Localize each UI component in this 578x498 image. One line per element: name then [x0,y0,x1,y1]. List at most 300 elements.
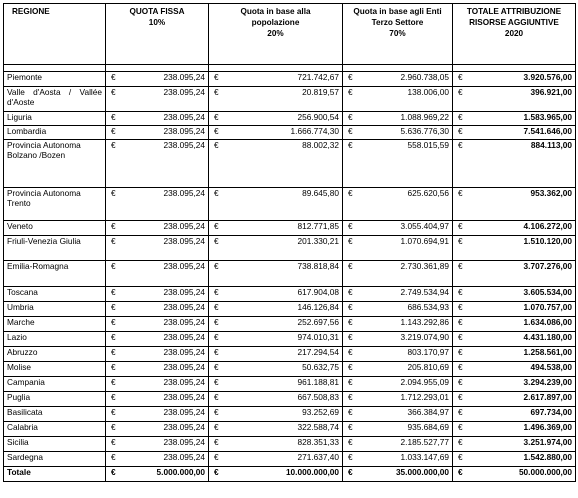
total-quota-ets-cell [343,467,453,482]
quota-fissa-cell-value: 238.095,24 [163,126,205,136]
totale-cell [453,362,576,377]
currency-symbol: € [214,126,219,136]
currency-symbol: € [111,422,116,432]
currency-symbol: € [111,72,116,82]
currency-symbol: € [348,188,353,198]
totale-cell [453,302,576,317]
totale-cell-value: 884.113,00 [530,140,572,150]
currency-symbol: € [348,126,353,136]
quota-ets-cell [343,221,453,236]
currency-symbol: € [458,452,463,462]
table-row [4,332,576,347]
region-name: Emilia-Romagna [4,261,106,287]
totale-cell-value: 1.583.965,00 [523,112,572,122]
currency-symbol: € [111,112,116,122]
totale-cell [453,317,576,332]
header-totale-year: 2020 [504,29,524,38]
currency-symbol: € [458,140,463,150]
currency-symbol: € [348,422,353,432]
quota-fissa-cell [106,236,209,261]
header-quota-fissa-label: QUOTA FISSA [129,7,185,16]
header-totale [453,4,576,65]
currency-symbol: € [214,87,219,97]
quota-popolazione-cell [209,188,343,221]
quota-popolazione-cell-value: 256.900,54 [297,112,339,122]
region-name: Veneto [4,221,106,236]
totale-cell [453,72,576,87]
quota-ets-cell-value: 2.960.738,05 [400,72,449,82]
table-row [4,362,576,377]
currency-symbol: € [458,332,463,342]
header-quota-popolazione [209,4,343,65]
region-name: Campania [4,377,106,392]
quota-popolazione-cell [209,437,343,452]
currency-symbol: € [214,332,219,342]
currency-symbol: € [458,392,463,402]
total-row [4,467,576,482]
quota-popolazione-cell-value: 617.904,08 [297,287,339,297]
quota-ets-cell-value: 138.006,00 [407,87,449,97]
quota-ets-cell [343,437,453,452]
quota-ets-cell [343,347,453,362]
quota-ets-cell [343,261,453,287]
table-row [4,377,576,392]
quota-popolazione-cell-value: 50.632,75 [302,362,339,372]
quota-popolazione-cell [209,347,343,362]
table-row [4,72,576,87]
currency-symbol: € [214,188,219,198]
total-totale-cell [453,467,576,482]
quota-fissa-cell [106,332,209,347]
quota-popolazione-cell [209,407,343,422]
currency-symbol: € [458,261,463,271]
quota-popolazione-cell [209,452,343,467]
currency-symbol: € [458,287,463,297]
currency-symbol: € [458,377,463,387]
quota-fissa-cell [106,112,209,126]
totale-cell-value: 4.431.180,00 [523,332,572,342]
quota-fissa-cell-value: 238.095,24 [163,188,205,198]
quota-popolazione-cell [209,392,343,407]
total-quota-popolazione-cell-value: 10.000.000,00 [285,467,339,477]
totale-cell-value: 396.921,00 [530,87,572,97]
quota-popolazione-cell-value: 812.771,85 [297,221,339,231]
currency-symbol: € [111,126,116,136]
quota-fissa-cell [106,87,209,112]
region-name: Provincia Autonoma Bolzano /Bozen [4,140,106,188]
quota-popolazione-cell-value: 738.818,84 [297,261,339,271]
currency-symbol: € [458,302,463,312]
quota-popolazione-cell [209,87,343,112]
totale-cell-value: 494.538,00 [530,362,572,372]
quota-popolazione-cell [209,302,343,317]
quota-ets-cell-value: 205.810,69 [407,362,449,372]
currency-symbol: € [214,317,219,327]
currency-symbol: € [348,302,353,312]
quota-fissa-cell [106,317,209,332]
quota-fissa-cell-value: 238.095,24 [163,452,205,462]
quota-popolazione-cell [209,377,343,392]
quota-ets-cell-value: 3.219.074,90 [400,332,449,342]
quota-fissa-cell [106,362,209,377]
table-row [4,188,576,221]
total-quota-ets-cell-value: 35.000.000,00 [395,467,449,477]
currency-symbol: € [458,317,463,327]
currency-symbol: € [111,332,116,342]
quota-popolazione-cell-value: 961.188,81 [297,377,339,387]
currency-symbol: € [348,112,353,122]
header-quota-popolazione-pct: 20% [267,29,284,38]
quota-ets-cell-value: 2.185.527,77 [400,437,449,447]
region-name: Sardegna [4,452,106,467]
totale-cell-value: 1.510.120,00 [523,236,572,246]
header-quota-popolazione-label: Quota in base alla popolazione [240,7,311,27]
totale-cell-value: 1.634.086,00 [523,317,572,327]
table-row [4,437,576,452]
quota-fissa-cell [106,221,209,236]
currency-symbol: € [348,261,353,271]
quota-fissa-cell-value: 238.095,24 [163,87,205,97]
currency-symbol: € [214,287,219,297]
totale-cell-value: 7.541.646,00 [523,126,572,136]
currency-symbol: € [111,236,116,246]
quota-popolazione-cell-value: 974.010,31 [297,332,339,342]
currency-symbol: € [111,302,116,312]
totale-cell [453,392,576,407]
header-quota-ets-pct: 70% [389,29,406,38]
totale-cell-value: 1.542.880,00 [523,452,572,462]
totale-cell [453,261,576,287]
totale-cell-value: 3.294.239,00 [523,377,572,387]
quota-popolazione-cell [209,317,343,332]
total-quota-fissa-cell-value: 5.000.000,00 [156,467,205,477]
quota-fissa-cell-value: 238.095,24 [163,437,205,447]
quota-popolazione-cell [209,362,343,377]
quota-fissa-cell [106,392,209,407]
currency-symbol: € [348,236,353,246]
quota-ets-cell-value: 3.055.404,97 [400,221,449,231]
currency-symbol: € [348,392,353,402]
currency-symbol: € [214,236,219,246]
totale-cell [453,377,576,392]
table-row [4,407,576,422]
totale-cell [453,452,576,467]
totale-cell [453,347,576,362]
quota-fissa-cell-value: 238.095,24 [163,362,205,372]
quota-fissa-cell [106,407,209,422]
table-row [4,126,576,140]
totale-cell [453,236,576,261]
currency-symbol: € [458,347,463,357]
quota-popolazione-cell-value: 146.126,84 [297,302,339,312]
totale-cell-value: 4.106.272,00 [523,221,572,231]
quota-fissa-cell [106,422,209,437]
currency-symbol: € [111,347,116,357]
quota-popolazione-cell [209,140,343,188]
table-row [4,392,576,407]
quota-fissa-cell [106,452,209,467]
currency-symbol: € [111,362,116,372]
table-row [4,452,576,467]
quota-fissa-cell-value: 238.095,24 [163,261,205,271]
quota-ets-cell [343,87,453,112]
currency-symbol: € [111,261,116,271]
currency-symbol: € [348,452,353,462]
table-header-row [4,4,576,65]
quota-popolazione-cell [209,422,343,437]
currency-symbol: € [111,467,116,477]
totale-cell [453,287,576,302]
currency-symbol: € [214,362,219,372]
quota-fissa-cell [106,126,209,140]
total-quota-popolazione-cell [209,467,343,482]
region-name: Valle d'Aosta / Vallée d'Aoste [4,87,106,112]
currency-symbol: € [214,261,219,271]
totale-cell-value: 1.070.757,00 [523,302,572,312]
quota-fissa-cell-value: 238.095,24 [163,236,205,246]
currency-symbol: € [458,126,463,136]
table-row [4,261,576,287]
currency-symbol: € [111,87,116,97]
quota-popolazione-cell [209,126,343,140]
region-name: Puglia [4,392,106,407]
header-quota-fissa-pct: 10% [148,18,166,27]
total-quota-fissa-cell [106,467,209,482]
quota-fissa-cell [106,140,209,188]
quota-popolazione-cell-value: 93.252,69 [302,407,339,417]
totale-cell [453,87,576,112]
quota-fissa-cell-value: 238.095,24 [163,221,205,231]
quota-fissa-cell [106,377,209,392]
currency-symbol: € [111,287,116,297]
table-row [4,347,576,362]
currency-symbol: € [214,392,219,402]
currency-symbol: € [348,87,353,97]
quota-popolazione-cell [209,72,343,87]
quota-ets-cell-value: 935.684,69 [407,422,449,432]
currency-symbol: € [458,112,463,122]
region-name: Umbria [4,302,106,317]
quota-fissa-cell-value: 238.095,24 [163,72,205,82]
currency-symbol: € [111,188,116,198]
quota-ets-cell [343,236,453,261]
quota-ets-cell [343,377,453,392]
totale-cell-value: 1.258.561,00 [523,347,572,357]
quota-popolazione-cell-value: 20.819,57 [302,87,339,97]
currency-symbol: € [214,140,219,150]
quota-ets-cell-value: 2.094.955,09 [400,377,449,387]
currency-symbol: € [348,347,353,357]
quota-ets-cell-value: 625.620,56 [407,188,449,198]
currency-symbol: € [458,87,463,97]
header-quota-ets-label: Quota in base agli Enti Terzo Settore [353,7,442,27]
header-quota-ets [343,4,453,65]
table-row [4,140,576,188]
currency-symbol: € [214,407,219,417]
quota-popolazione-cell [209,221,343,236]
currency-symbol: € [111,452,116,462]
header-regione [4,4,106,65]
quota-ets-cell-value: 2.730.361,89 [400,261,449,271]
currency-symbol: € [214,422,219,432]
totale-cell-value: 3.251.974,00 [523,437,572,447]
quota-fissa-cell [106,72,209,87]
quota-popolazione-cell-value: 89.645,80 [302,188,339,198]
quota-ets-cell-value: 1.070.694,91 [400,236,449,246]
currency-symbol: € [348,437,353,447]
quota-popolazione-cell-value: 217.294,54 [297,347,339,357]
quota-ets-cell [343,188,453,221]
currency-symbol: € [458,188,463,198]
table-row [4,287,576,302]
currency-symbol: € [214,377,219,387]
totale-cell-value: 3.920.576,00 [523,72,572,82]
totale-cell-value: 3.605.534,00 [523,287,572,297]
quota-ets-cell-value: 1.712.293,01 [400,392,449,402]
table-row [4,87,576,112]
currency-symbol: € [214,452,219,462]
currency-symbol: € [111,437,116,447]
table-row [4,112,576,126]
quota-fissa-cell-value: 238.095,24 [163,422,205,432]
currency-symbol: € [348,140,353,150]
table-row [4,422,576,437]
quota-fissa-cell [106,261,209,287]
currency-symbol: € [111,140,116,150]
region-name: Lombardia [4,126,106,140]
quota-ets-cell [343,126,453,140]
total-totale-cell-value: 50.000.000,00 [518,467,572,477]
quota-fissa-cell-value: 238.095,24 [163,332,205,342]
header-totale-label: TOTALE ATTRIBUZIONE RISORSE AGGIUNTIVE [466,7,562,27]
quota-fissa-cell-value: 238.095,24 [163,140,205,150]
quota-ets-cell [343,407,453,422]
currency-symbol: € [458,362,463,372]
table-row [4,221,576,236]
quota-popolazione-cell-value: 88.002,32 [302,140,339,150]
quota-fissa-cell-value: 238.095,24 [163,317,205,327]
currency-symbol: € [348,362,353,372]
totale-cell [453,221,576,236]
quota-popolazione-cell [209,287,343,302]
quota-ets-cell-value: 1.033.147,69 [400,452,449,462]
quota-popolazione-cell-value: 721.742,67 [297,72,339,82]
quota-popolazione-cell [209,236,343,261]
quota-ets-cell-value: 2.749.534,94 [400,287,449,297]
table-body [4,72,576,482]
quota-fissa-cell [106,287,209,302]
region-name: Lazio [4,332,106,347]
currency-symbol: € [111,317,116,327]
totale-cell-value: 1.496.369,00 [523,422,572,432]
currency-symbol: € [458,422,463,432]
quota-popolazione-cell-value: 252.697,56 [297,317,339,327]
allocation-table [3,3,576,482]
currency-symbol: € [458,467,463,477]
currency-symbol: € [111,407,116,417]
region-name: Piemonte [4,72,106,87]
region-name: Calabria [4,422,106,437]
quota-popolazione-cell [209,332,343,347]
quota-popolazione-cell-value: 1.666.774,30 [290,126,339,136]
currency-symbol: € [348,377,353,387]
currency-symbol: € [111,377,116,387]
quota-ets-cell [343,112,453,126]
quota-ets-cell [343,140,453,188]
quota-fissa-cell [106,347,209,362]
totale-cell [453,422,576,437]
quota-ets-cell [343,362,453,377]
header-quota-fissa [106,4,209,65]
currency-symbol: € [214,467,219,477]
totale-cell-value: 697.734,00 [530,407,572,417]
totale-cell [453,126,576,140]
totale-cell [453,140,576,188]
currency-symbol: € [214,72,219,82]
currency-symbol: € [348,332,353,342]
region-name: Provincia Autonoma Trento [4,188,106,221]
quota-fissa-cell-value: 238.095,24 [163,302,205,312]
totale-cell-value: 2.617.897,00 [523,392,572,402]
currency-symbol: € [458,437,463,447]
quota-fissa-cell-value: 238.095,24 [163,287,205,297]
table-row [4,302,576,317]
currency-symbol: € [111,392,116,402]
quota-fissa-cell-value: 238.095,24 [163,112,205,122]
quota-fissa-cell [106,302,209,317]
quota-fissa-cell [106,437,209,452]
totale-cell [453,437,576,452]
header-regione-label: REGIONE [12,7,50,16]
currency-symbol: € [214,221,219,231]
quota-popolazione-cell-value: 271.637,40 [297,452,339,462]
region-name: Sicilia [4,437,106,452]
currency-symbol: € [214,302,219,312]
totale-cell [453,332,576,347]
currency-symbol: € [348,221,353,231]
quota-ets-cell [343,317,453,332]
quota-popolazione-cell-value: 201.330,21 [297,236,339,246]
currency-symbol: € [348,467,353,477]
quota-ets-cell [343,287,453,302]
currency-symbol: € [214,112,219,122]
quota-ets-cell-value: 5.636.776,30 [400,126,449,136]
quota-fissa-cell-value: 238.095,24 [163,377,205,387]
totale-cell [453,407,576,422]
region-name: Toscana [4,287,106,302]
quota-ets-cell [343,452,453,467]
quota-fissa-cell-value: 238.095,24 [163,347,205,357]
quota-ets-cell-value: 686.534,93 [407,302,449,312]
quota-popolazione-cell [209,112,343,126]
currency-symbol: € [458,221,463,231]
quota-popolazione-cell [209,261,343,287]
quota-popolazione-cell-value: 322.588,74 [297,422,339,432]
quota-popolazione-cell-value: 667.508,83 [297,392,339,402]
table-spacer-row [4,65,576,72]
currency-symbol: € [111,221,116,231]
currency-symbol: € [214,347,219,357]
currency-symbol: € [458,407,463,417]
region-name: Molise [4,362,106,377]
quota-fissa-cell-value: 238.095,24 [163,392,205,402]
currency-symbol: € [214,437,219,447]
quota-ets-cell-value: 1.143.292,86 [400,317,449,327]
currency-symbol: € [458,236,463,246]
currency-symbol: € [348,317,353,327]
quota-ets-cell [343,332,453,347]
region-name: Liguria [4,112,106,126]
